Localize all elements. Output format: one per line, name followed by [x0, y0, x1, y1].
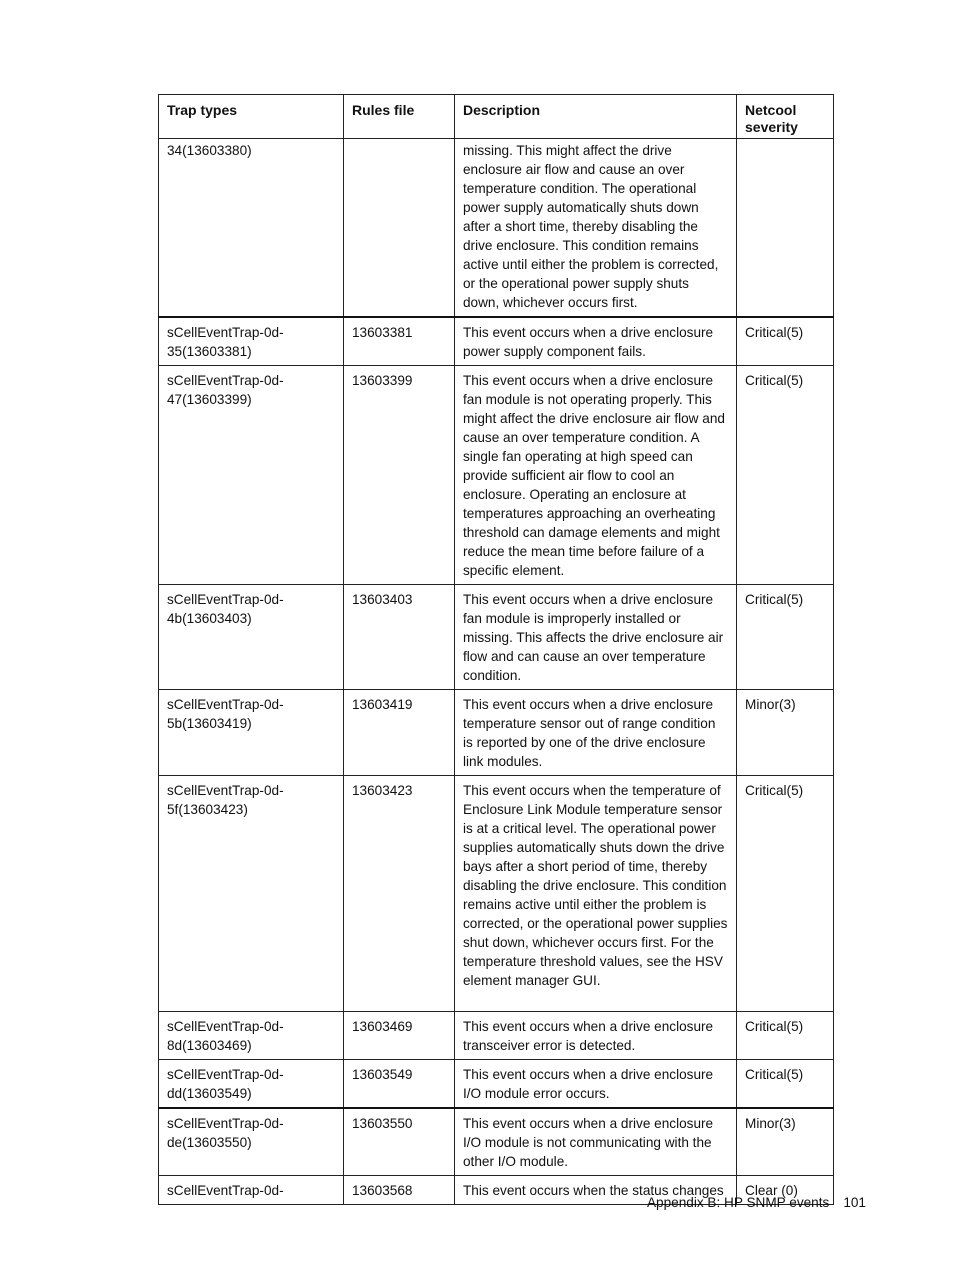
trap-type-cell: sCellEventTrap-0d-dd(13603549)	[159, 1060, 344, 1109]
header-trap-types: Trap types	[159, 95, 344, 139]
rules-file-cell: 13603423	[344, 776, 455, 1012]
severity-cell	[737, 139, 834, 318]
rules-file-cell: 13603549	[344, 1060, 455, 1109]
table-row	[159, 690, 834, 776]
severity-cell: Critical(5)	[737, 585, 834, 690]
severity-cell: Critical(5)	[737, 366, 834, 585]
description-cell: This event occurs when a drive enclosure I/O module is not communicating with the other I/O module.	[455, 1108, 737, 1176]
footer-section-title: Appendix B: HP SNMP events	[646, 1195, 830, 1210]
trap-type-cell: 34(13603380)	[159, 139, 344, 318]
trap-type-cell: sCellEventTrap-0d-5b(13603419)	[159, 690, 344, 776]
description-cell: This event occurs when a drive enclosure transceiver error is detected.	[455, 1012, 737, 1060]
rules-file-cell: 13603403	[344, 585, 455, 690]
trap-type-cell: sCellEventTrap-0d-	[159, 1176, 344, 1205]
rules-file-cell: 13603568	[344, 1176, 455, 1205]
trap-type-cell: sCellEventTrap-0d-de(13603550)	[159, 1108, 344, 1176]
trap-type-cell: sCellEventTrap-0d-47(13603399)	[159, 366, 344, 585]
table-row	[159, 317, 834, 366]
trap-type-cell: sCellEventTrap-0d-5f(13603423)	[159, 776, 344, 1012]
description-cell: This event occurs when a drive enclosure fan module is improperly installed or missing. This affects the drive enclosure air flow and can cause an over temperature condition.	[455, 585, 737, 690]
page-number: 101	[843, 1195, 866, 1210]
header-description: Description	[455, 95, 737, 139]
header-rules-file: Rules file	[344, 95, 455, 139]
description-cell: This event occurs when a drive enclosure temperature sensor out of range condition is reported by one of the drive enclosure link modules.	[455, 690, 737, 776]
table-row	[159, 366, 834, 585]
table-row	[159, 776, 834, 1012]
rules-file-cell: 13603419	[344, 690, 455, 776]
table-row	[159, 1108, 834, 1176]
rules-file-cell: 13603550	[344, 1108, 455, 1176]
table-row	[159, 585, 834, 690]
severity-cell: Critical(5)	[737, 1012, 834, 1060]
severity-cell: Critical(5)	[737, 317, 834, 366]
trap-type-cell: sCellEventTrap-0d-35(13603381)	[159, 317, 344, 366]
description-cell: This event occurs when a drive enclosure power supply component fails.	[455, 317, 737, 366]
severity-cell: Clear (0)	[737, 1176, 834, 1205]
table-row	[159, 1060, 834, 1109]
table-header-row	[159, 95, 834, 139]
description-cell: This event occurs when a drive enclosure I/O module error occurs.	[455, 1060, 737, 1109]
rules-file-cell	[344, 139, 455, 318]
severity-cell: Minor(3)	[737, 1108, 834, 1176]
trap-type-cell: sCellEventTrap-0d-4b(13603403)	[159, 585, 344, 690]
table-row	[159, 139, 834, 318]
severity-cell: Minor(3)	[737, 690, 834, 776]
snmp-trap-table	[158, 94, 834, 1205]
rules-file-cell: 13603381	[344, 317, 455, 366]
rules-file-cell: 13603469	[344, 1012, 455, 1060]
description-cell: missing. This might affect the drive enclosure air flow and cause an over temperature condition. The operational power supply automatically shuts down after a short time, thereby disabling the drive enclosure. This condition remains active until either the problem is corrected, or the operational power supply shuts down, whichever occurs first.	[455, 139, 737, 318]
description-cell: This event occurs when the temperature of Enclosure Link Module temperature sensor is at a critical level. The operational power supplies automatically shuts down the drive bays after a short period of time, thereby disabling the drive enclosure. This condition remains active until either the problem is corrected, or the operational power supplies shut down, whichever occurs first. For the temperature threshold values, see the HSV element manager GUI.	[455, 776, 737, 1012]
page-footer	[647, 1195, 866, 1210]
severity-cell: Critical(5)	[737, 776, 834, 1012]
trap-type-cell: sCellEventTrap-0d-8d(13603469)	[159, 1012, 344, 1060]
table-row	[159, 1012, 834, 1060]
rules-file-cell: 13603399	[344, 366, 455, 585]
description-cell: This event occurs when the status changes	[455, 1176, 737, 1205]
severity-cell: Critical(5)	[737, 1060, 834, 1109]
description-cell: This event occurs when a drive enclosure fan module is not operating properly. This might affect the drive enclosure air flow and cause an over temperature condition. A single fan operating at high speed can provide sufficient air flow to cool an enclosure. Operating an enclosure at temperatures approaching an overheating threshold can damage elements and might reduce the mean time before failure of a specific element.	[455, 366, 737, 585]
header-netcool-severity: Netcool severity	[737, 95, 834, 139]
